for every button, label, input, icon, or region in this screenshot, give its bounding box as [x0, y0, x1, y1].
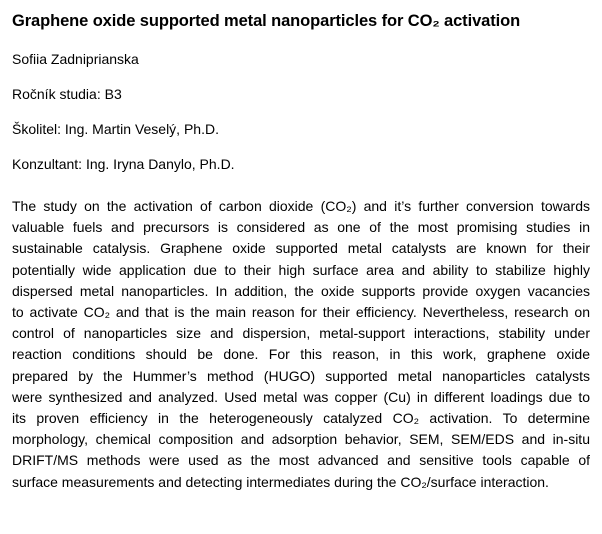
year-of-study: Ročník studia: B3	[12, 86, 122, 102]
abstract-line: DRIFT/MS methods were used as the most advanced and sensitive tools capable of	[12, 452, 590, 469]
abstract-line: sustainable catalysis. Graphene oxide supported metal catalysts are known for their	[12, 240, 590, 257]
document-page	[12, 10, 590, 493]
document-title: Graphene oxide supported metal nanoparticles for CO₂ activation	[12, 12, 521, 30]
author-name: Sofiia Zadniprianska	[12, 51, 139, 67]
abstract-line: The study on the activation of carbon dioxide (CO₂) and it’s further conversion towards	[12, 198, 590, 214]
abstract-line: to activate CO₂ and that is the main reason for their efficiency. Nevertheless, research on	[12, 304, 590, 321]
abstract	[12, 196, 590, 493]
supervisor: Školitel: Ing. Martin Veselý, Ph.D.	[12, 121, 219, 137]
abstract-line: dispersed metal nanoparticles. In addition, the oxide supports provide oxygen vacancies	[12, 282, 590, 299]
abstract-line: reaction conditions should be done. For this reason, in this work, graphene oxide	[12, 346, 590, 363]
consultant: Konzultant: Ing. Iryna Danylo, Ph.D.	[12, 156, 235, 172]
abstract-line: prepared by the Hummer’s method (HUGO) supported metal nanoparticles catalysts	[12, 367, 590, 384]
abstract-line: its proven efficiency in the heterogeneously catalyzed CO₂ activation. To determine	[12, 410, 590, 427]
abstract-line: surface measurements and detecting intermediates during the CO₂/surface interaction.	[12, 473, 549, 490]
abstract-line: morphology, chemical composition and adsorption behavior, SEM, SEM/EDS and in-situ	[12, 431, 590, 448]
abstract-line: potentially wide application due to their high surface area and ability to stabilize highly	[12, 261, 590, 278]
abstract-line: valuable fuels and precursors is considered as one of the most promising studies in	[12, 219, 590, 236]
abstract-line: were synthesized and analyzed. Used metal was copper (Cu) in different loadings due to	[12, 388, 590, 405]
abstract-line: control of nanoparticles size and dispersion, metal-support interactions, stability under	[12, 325, 590, 342]
